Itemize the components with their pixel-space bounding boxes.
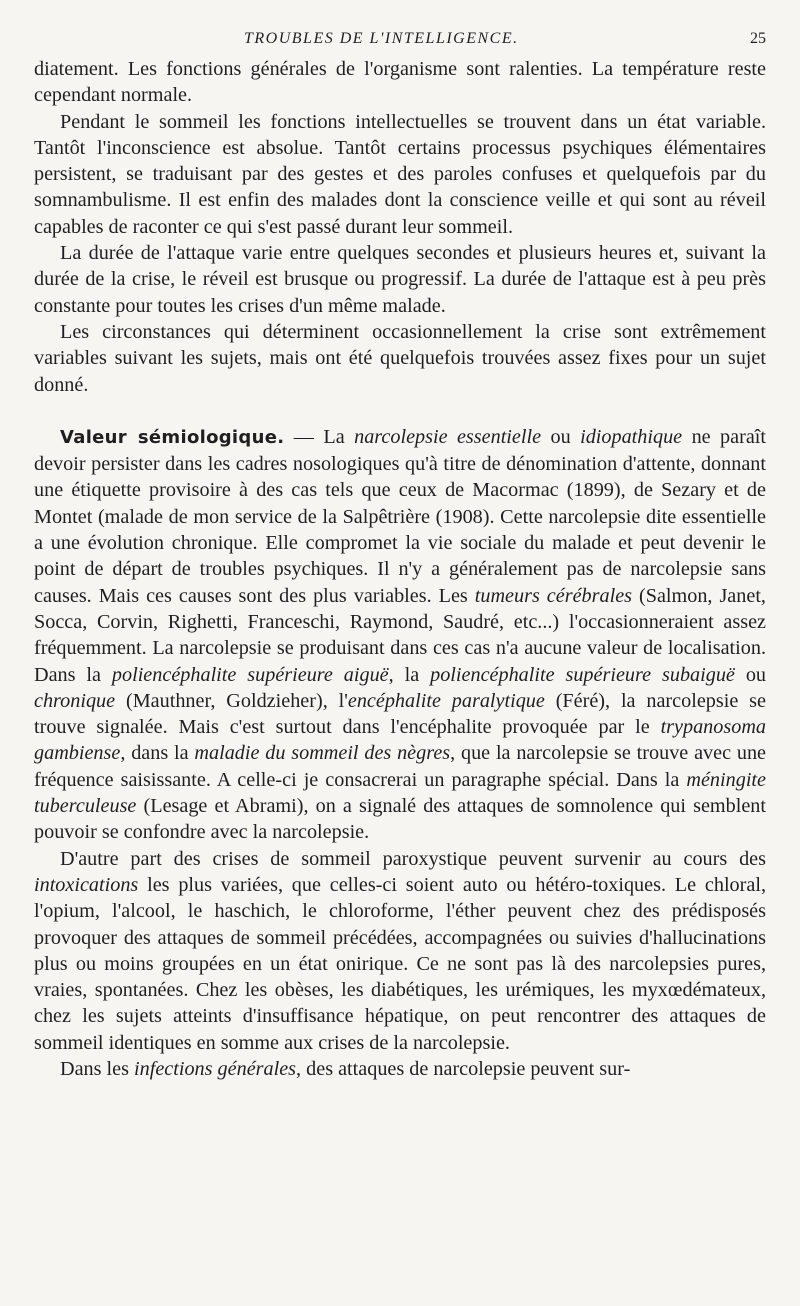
running-header	[34, 28, 766, 56]
page-number: 25	[750, 30, 766, 47]
text-run: , la	[388, 663, 431, 686]
paragraph-sleep-functions: Pendant le sommeil les fonctions intellectuelles se trouvent dans un état variable. Tantôt l'inconscience est absolue. Tantôt certains processus psychiques élémentaires persistent, se traduisant par des gestes et des paroles confuses et quelquefois par du somnambulisme. Il est enfin des malades dont la conscience veille et qui sont au réveil capables de raconter ce qui s'est passé durant leur sommeil.	[34, 110, 766, 238]
text-run: ou	[734, 663, 766, 686]
italic-term: intoxications	[34, 873, 139, 896]
text-run: (Mauthner, Goldzieher), l'	[115, 689, 348, 712]
italic-term: encéphalite paralytique	[347, 689, 545, 712]
text-run: ne paraît devoir persister dans les cadres nosologiques qu'à titre de dénomination d'attente, donnant une étiquette provisoire à des cas tels que ceux de Macormac (1899), de Sezary et de Montet (malade de mon service de la Salpêtrière (1908). Cette narcolepsie dite essentielle a une évolution chronique. Elle compromet la vie sociale du malade et peut devenir le point de départ de troubles psychiques. Il n'y a généralement pas de narcolepsie sans causes. Mais ces causes sont des plus variables. Les	[34, 425, 767, 607]
text-run: , dans la	[120, 742, 195, 765]
section-valeur-semiologique	[34, 424, 766, 846]
text-run: — La	[284, 425, 355, 448]
text-run: (Féré), la narcolepsie se trouve signalée. Mais c'est surtout dans l'encéphalite provoquée par le	[34, 689, 766, 739]
text-run: ou	[541, 425, 581, 448]
section-spacer	[34, 398, 766, 424]
text-run: (Salmon, Janet, Socca, Corvin, Righetti, Franceschi, Raymond, Saudré, etc...) l'occasionneraient assez fréquemment. La narcolepsie se produisant dans ces cas n'a aucune valeur de localisation. Dans la	[34, 584, 766, 686]
paragraph-infections	[34, 1056, 766, 1082]
italic-term: tumeurs cérébrales	[474, 584, 633, 607]
italic-term: trypanosoma gambiense	[34, 716, 766, 765]
paragraph-intoxications	[34, 846, 766, 1056]
text-run: les plus variées, que celles-ci soient auto ou hétéro-toxiques. Le chloral, l'opium, l'alcool, le haschich, le chloroforme, l'éther peuvent chez des prédisposés provoquer des attaques de sommeil précédées, accompagnées ou suivies d'hallucinations plus ou moins groupées en un état onirique. Ce ne sont pas là des narcolepsies pures, vraies, spontanées. Chez les obèses, les diabétiques, les urémiques, les myxœdémateux, chez les sujets atteints d'insuffisance hépatique, on peut rencontrer des attaques de sommeil identiques en somme aux crises de la narcolepsie.	[34, 873, 766, 1054]
book-page	[34, 28, 766, 1082]
paragraph-attack-duration: La durée de l'attaque varie entre quelques secondes et plusieurs heures et, suivant la durée de la crise, le réveil est brusque ou progressif. La durée de l'attaque est à peu près constante pour toutes les crises d'un même malade.	[34, 242, 766, 317]
text-run: , que la narcolepsie se trouve avec une fréquence saisissante. A celle-ci je consacrerai un paragraphe spécial. Dans la	[34, 742, 766, 791]
italic-term: idiopathique	[580, 425, 683, 448]
italic-term: chronique	[34, 689, 116, 712]
paragraph-continuation: diatement. Les fonctions générales de l'organisme sont ralenties. La température reste cependant normale.	[34, 58, 766, 107]
italic-term: méningite tuberculeuse	[34, 768, 766, 818]
paragraph-circumstances: Les circonstances qui déterminent occasionnellement la crise sont extrêmement variables suivant les sujets, mais ont été quelquefois trouvées assez fixes pour un sujet donné.	[34, 320, 766, 396]
running-title: TROUBLES DE L'INTELLIGENCE.	[244, 30, 519, 47]
text-run: D'autre part des crises de sommeil paroxystique peuvent survenir au cours des	[60, 847, 766, 870]
text-run: , des attaques de narcolepsie peuvent sur-	[296, 1057, 631, 1080]
italic-term: poliencéphalite supérieure subaiguë	[430, 663, 735, 686]
italic-term: narcolepsie essentielle	[354, 425, 542, 448]
italic-term: poliencéphalite supérieure aiguë	[111, 663, 389, 686]
text-run: (Lesage et Abrami), on a signalé des attaques de somnolence qui semblent pouvoir se confondre avec la narcolepsie.	[34, 795, 766, 844]
text-run: Dans les	[60, 1057, 135, 1080]
italic-term: maladie du sommeil des nègres	[194, 742, 451, 765]
section-heading: Valeur sémiologique.	[60, 426, 285, 448]
italic-term: infections générales	[134, 1057, 297, 1080]
